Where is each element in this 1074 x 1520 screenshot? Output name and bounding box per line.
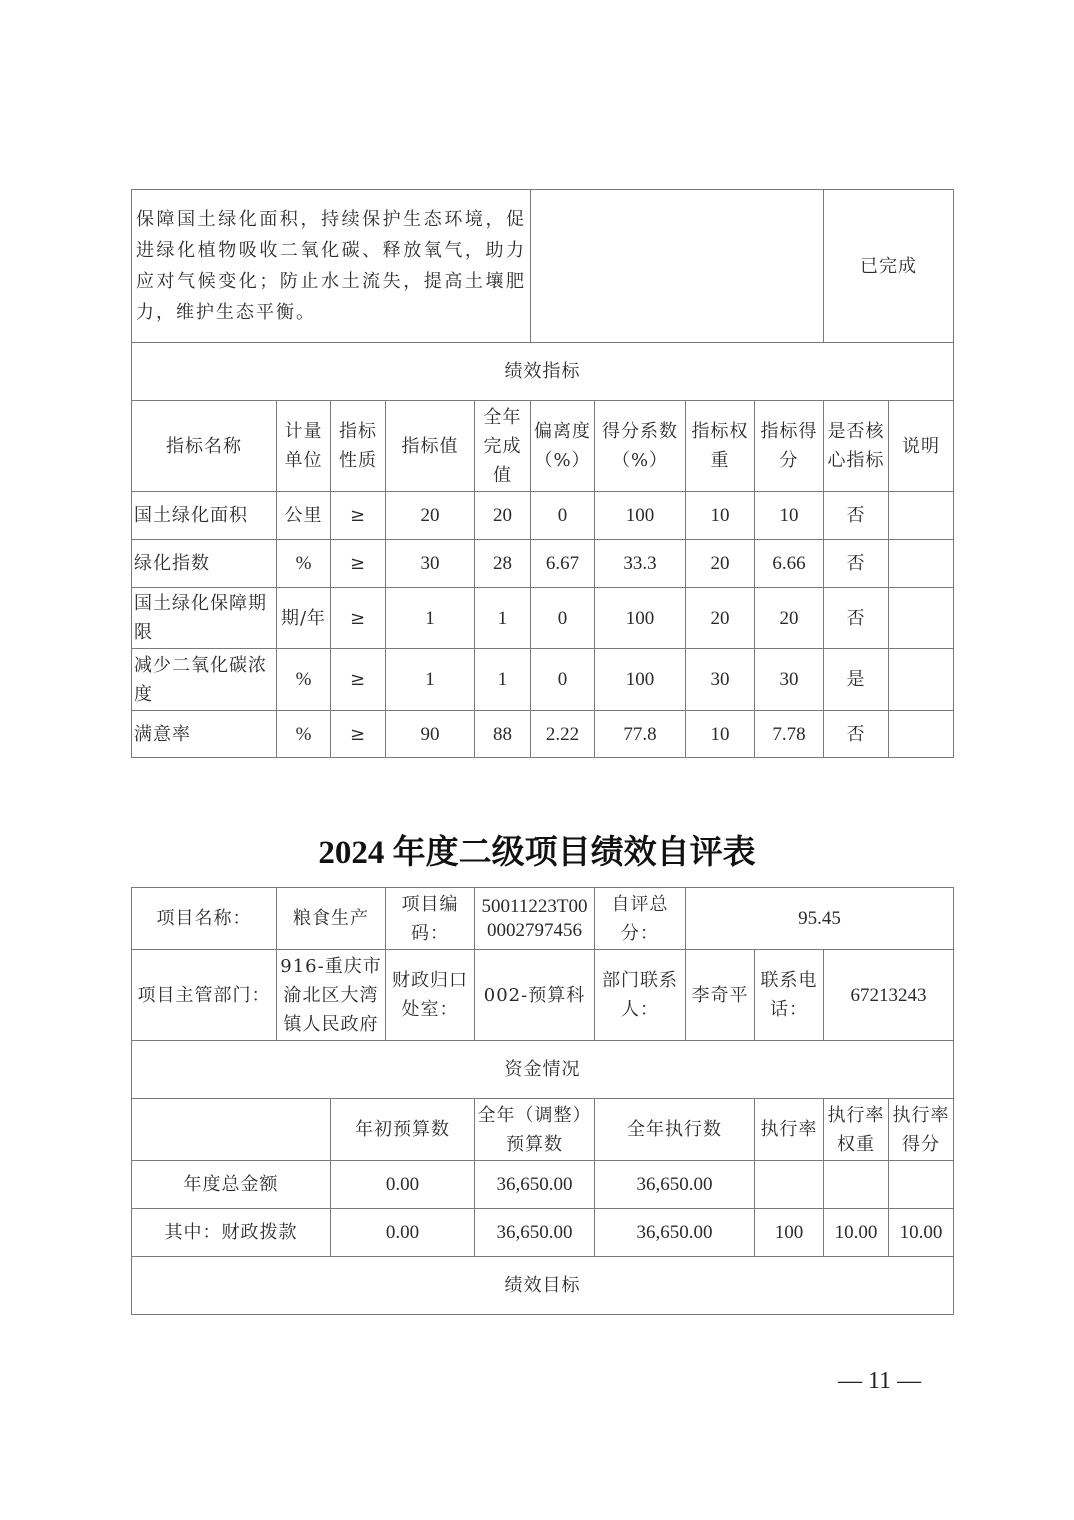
header-note: 说明 — [889, 401, 954, 492]
project-code-label: 项目编码： — [386, 888, 475, 950]
fund-row — [132, 1161, 954, 1209]
fund-header-initial: 年初预算数 — [331, 1099, 475, 1161]
goal-row — [132, 190, 954, 343]
indicator-weight: 20 — [686, 540, 755, 588]
indicator-coef: 100 — [595, 649, 686, 711]
indicator-weight: 10 — [686, 711, 755, 758]
indicator-deviation: 0 — [531, 492, 595, 540]
indicator-deviation: 6.67 — [531, 540, 595, 588]
indicator-note — [889, 492, 954, 540]
indicator-weight: 20 — [686, 588, 755, 649]
project-info-row — [132, 888, 954, 950]
header-core: 是否核心指标 — [824, 401, 889, 492]
fund-initial: 0.00 — [331, 1209, 475, 1257]
self-score-label: 自评总分： — [595, 888, 686, 950]
performance-indicator-table — [131, 189, 954, 758]
fund-label: 年度总金额 — [132, 1161, 331, 1209]
fund-adjusted: 36,650.00 — [475, 1161, 595, 1209]
department-row — [132, 950, 954, 1041]
indicator-score: 20 — [755, 588, 824, 649]
fund-rate — [755, 1161, 824, 1209]
page-title: 2024 年度二级项目绩效自评表 — [318, 835, 756, 871]
indicator-unit: % — [277, 711, 331, 758]
section-row — [132, 1257, 954, 1315]
indicator-core: 否 — [824, 711, 889, 758]
fund-rate-score — [889, 1161, 954, 1209]
indicator-unit: 期/年 — [277, 588, 331, 649]
indicator-target: 1 — [386, 588, 475, 649]
indicator-unit: 公里 — [277, 492, 331, 540]
project-self-evaluation-table — [131, 887, 954, 1315]
fund-header-executed: 全年执行数 — [595, 1099, 755, 1161]
fund-rate: 100 — [755, 1209, 824, 1257]
indicator-actual: 88 — [475, 711, 531, 758]
project-code: 50011223T000002797456 — [475, 888, 595, 950]
page-number: — 11 — — [838, 1368, 922, 1394]
indicator-core: 否 — [824, 540, 889, 588]
indicator-target: 30 — [386, 540, 475, 588]
indicator-weight: 10 — [686, 492, 755, 540]
indicator-name: 满意率 — [132, 711, 277, 758]
indicator-note — [889, 649, 954, 711]
project-name-label: 项目名称： — [132, 888, 277, 950]
fund-rate-score: 10.00 — [889, 1209, 954, 1257]
indicator-score: 6.66 — [755, 540, 824, 588]
fund-rate-weight: 10.00 — [824, 1209, 889, 1257]
goal-status: 已完成 — [824, 190, 954, 343]
indicator-coef: 33.3 — [595, 540, 686, 588]
fund-row — [132, 1209, 954, 1257]
fund-rate-weight — [824, 1161, 889, 1209]
section-row — [132, 343, 954, 401]
table-row — [132, 540, 954, 588]
fund-label: 其中：财政拨款 — [132, 1209, 331, 1257]
indicator-unit: % — [277, 649, 331, 711]
fund-header-blank — [132, 1099, 331, 1161]
phone-label: 联系电话： — [755, 950, 824, 1041]
indicator-note — [889, 588, 954, 649]
header-nature: 指标性质 — [331, 401, 386, 492]
finance-office: 002-预算科 — [475, 950, 595, 1041]
indicator-nature: ≥ — [331, 588, 386, 649]
header-indicator-name: 指标名称 — [132, 401, 277, 492]
fund-header-rate-score: 执行率得分 — [889, 1099, 954, 1161]
indicator-deviation: 0 — [531, 649, 595, 711]
indicator-coef: 77.8 — [595, 711, 686, 758]
dept: 916-重庆市渝北区大湾镇人民政府 — [277, 950, 386, 1041]
fund-adjusted: 36,650.00 — [475, 1209, 595, 1257]
header-deviation: 偏离度（%） — [531, 401, 595, 492]
header-target-value: 指标值 — [386, 401, 475, 492]
table-row — [132, 492, 954, 540]
self-score: 95.45 — [686, 888, 954, 950]
indicator-note — [889, 711, 954, 758]
fund-header-rate: 执行率 — [755, 1099, 824, 1161]
section-label-indicators: 绩效指标 — [132, 343, 954, 401]
indicator-deviation: 0 — [531, 588, 595, 649]
indicator-unit: % — [277, 540, 331, 588]
indicator-actual: 20 — [475, 492, 531, 540]
indicator-actual: 28 — [475, 540, 531, 588]
indicator-nature: ≥ — [331, 649, 386, 711]
header-actual-value: 全年完成值 — [475, 401, 531, 492]
indicator-target: 20 — [386, 492, 475, 540]
contact: 李奇平 — [686, 950, 755, 1041]
indicator-nature: ≥ — [331, 540, 386, 588]
indicator-name: 国土绿化保障期限 — [132, 588, 277, 649]
table-row — [132, 711, 954, 758]
indicator-name: 减少二氧化碳浓度 — [132, 649, 277, 711]
table-row — [132, 649, 954, 711]
indicator-target: 90 — [386, 711, 475, 758]
indicator-deviation: 2.22 — [531, 711, 595, 758]
indicator-actual: 1 — [475, 649, 531, 711]
indicator-core: 否 — [824, 492, 889, 540]
indicator-core: 否 — [824, 588, 889, 649]
indicator-score: 10 — [755, 492, 824, 540]
table-row — [132, 588, 954, 649]
header-row — [132, 401, 954, 492]
fund-executed: 36,650.00 — [595, 1209, 755, 1257]
indicator-weight: 30 — [686, 649, 755, 711]
goal-description: 保障国土绿化面积，持续保护生态环境，促进绿化植物吸收二氧化碳、释放氧气，助力应对气候变化；防止水土流失，提高土壤肥力，维护生态平衡。 — [132, 190, 531, 343]
indicator-score: 30 — [755, 649, 824, 711]
indicator-coef: 100 — [595, 588, 686, 649]
indicator-nature: ≥ — [331, 492, 386, 540]
phone: 67213243 — [824, 950, 954, 1041]
dept-label: 项目主管部门： — [132, 950, 277, 1041]
fund-header-rate-weight: 执行率权重 — [824, 1099, 889, 1161]
section-label-goals: 绩效目标 — [132, 1257, 954, 1315]
section-label-funds: 资金情况 — [132, 1041, 954, 1099]
indicator-core: 是 — [824, 649, 889, 711]
fund-initial: 0.00 — [331, 1161, 475, 1209]
finance-office-label: 财政归口处室： — [386, 950, 475, 1041]
indicator-coef: 100 — [595, 492, 686, 540]
header-weight: 指标权重 — [686, 401, 755, 492]
indicator-score: 7.78 — [755, 711, 824, 758]
section-row — [132, 1041, 954, 1099]
header-score: 指标得分 — [755, 401, 824, 492]
indicator-nature: ≥ — [331, 711, 386, 758]
indicator-note — [889, 540, 954, 588]
indicator-target: 1 — [386, 649, 475, 711]
contact-label: 部门联系人： — [595, 950, 686, 1041]
header-unit: 计量单位 — [277, 401, 331, 492]
goal-middle-cell — [531, 190, 824, 343]
fund-header-row — [132, 1099, 954, 1161]
indicator-name: 国土绿化面积 — [132, 492, 277, 540]
indicator-actual: 1 — [475, 588, 531, 649]
project-name: 粮食生产 — [277, 888, 386, 950]
header-score-coef: 得分系数（%） — [595, 401, 686, 492]
fund-executed: 36,650.00 — [595, 1161, 755, 1209]
fund-header-adjusted: 全年（调整）预算数 — [475, 1099, 595, 1161]
indicator-name: 绿化指数 — [132, 540, 277, 588]
